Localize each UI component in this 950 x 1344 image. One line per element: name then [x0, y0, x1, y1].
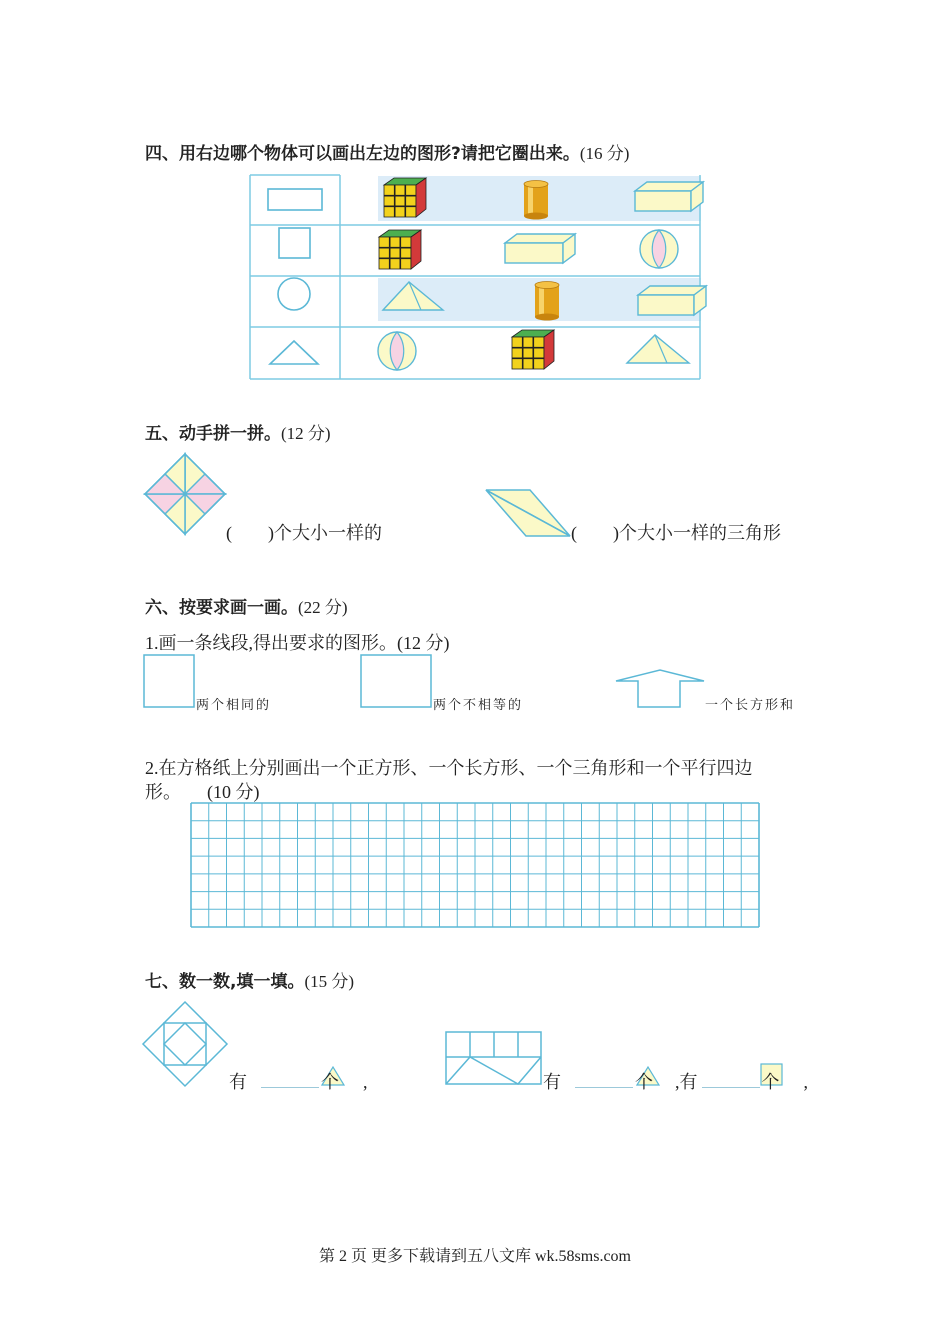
- q2-line2-text: 形。: [145, 782, 181, 802]
- you-label: 有: [543, 1072, 561, 1092]
- section7-points: (15 分): [304, 972, 355, 991]
- section5-heading-text: 五、动手拼一拼。: [145, 424, 281, 444]
- you-label: 有: [229, 1072, 247, 1092]
- count-blank[interactable]: [575, 1073, 633, 1088]
- ge-label: 个: [761, 1072, 780, 1092]
- rectangle-triangles-figure: [446, 1032, 541, 1084]
- section4-points: (16 分): [579, 144, 630, 163]
- section7-heading-text: 七、数一数,填一填。: [145, 972, 305, 992]
- nested-diamond-figure: [143, 1002, 227, 1086]
- comma: ,: [363, 1072, 368, 1092]
- mid-label: ,有: [675, 1072, 698, 1092]
- page-footer: 第 2 页 更多下载请到五八文库 wk.58sms.com: [318, 1248, 631, 1265]
- label-rect-and: 一个长方形和: [705, 698, 796, 713]
- label-two-same: 两个相同的: [196, 698, 272, 713]
- section7-item2: [543, 1068, 808, 1094]
- paren-open: (: [571, 523, 577, 543]
- label-two-unequal: 两个不相等的: [433, 698, 524, 713]
- count-blank[interactable]: [702, 1073, 760, 1088]
- section6-q2-line1: 2.在方格纸上分别画出一个正方形、一个长方形、一个三角形和一个平行四边: [145, 758, 753, 778]
- count-blank[interactable]: [261, 1073, 319, 1088]
- item2-label: )个大小一样的三角形: [613, 523, 781, 543]
- ge-label: 个: [321, 1072, 339, 1092]
- paren-open: (: [226, 523, 232, 543]
- section6-points: (22 分): [298, 598, 348, 617]
- section4-heading-text: 四、用右边哪个物体可以画出左边的图形?请把它圈出来。: [145, 144, 580, 164]
- item1-label: )个大小一样的: [268, 523, 382, 543]
- q2-points: (10 分): [207, 782, 260, 802]
- section6-heading-text: 六、按要求画一画。: [145, 598, 298, 618]
- section5-points: (12 分): [281, 424, 331, 443]
- comma: ,: [803, 1072, 808, 1092]
- section7-item1: [229, 1068, 368, 1094]
- ge-label: 个: [635, 1072, 653, 1092]
- section6-q1-text: 1.画一条线段,得出要求的图形。(12 分): [145, 633, 450, 653]
